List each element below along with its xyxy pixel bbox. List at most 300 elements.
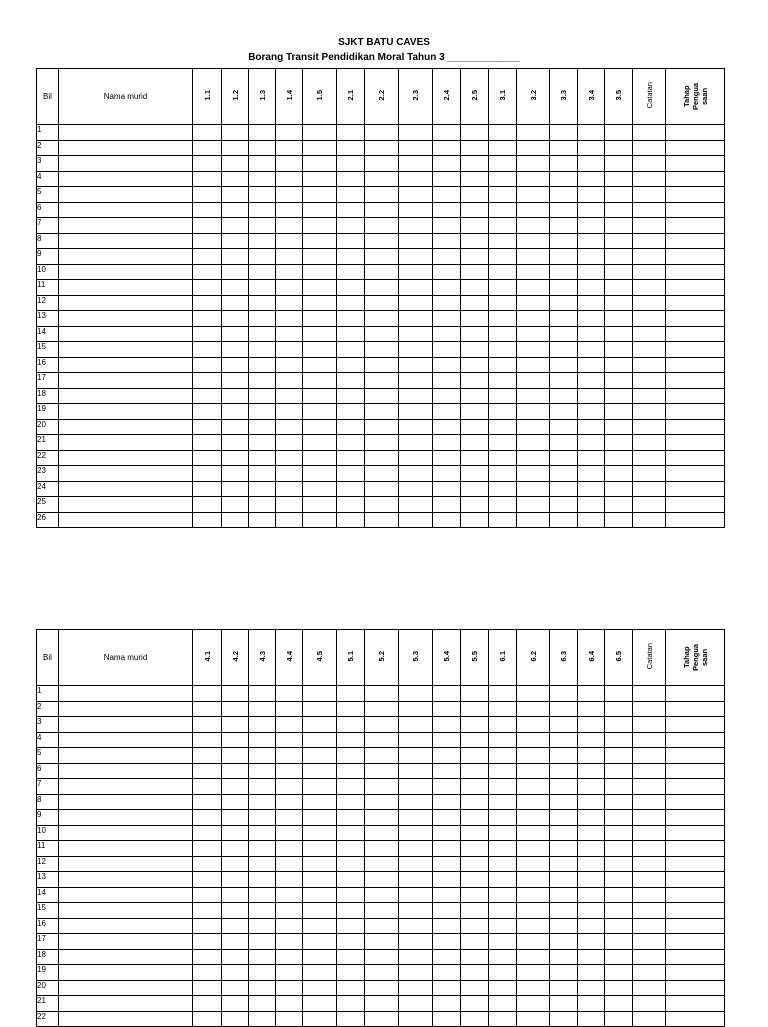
score-cell[interactable] [666, 342, 725, 358]
score-cell[interactable] [633, 779, 666, 795]
score-cell[interactable] [337, 156, 365, 172]
score-cell[interactable] [633, 794, 666, 810]
score-cell[interactable] [276, 264, 303, 280]
score-cell[interactable] [249, 419, 276, 435]
score-cell[interactable] [399, 311, 433, 327]
score-cell[interactable] [489, 357, 517, 373]
score-cell[interactable] [517, 779, 550, 795]
score-cell[interactable] [193, 748, 222, 764]
score-cell[interactable] [249, 264, 276, 280]
score-cell[interactable] [489, 779, 517, 795]
score-cell[interactable] [303, 404, 337, 420]
score-cell[interactable] [489, 748, 517, 764]
student-name-cell[interactable] [59, 810, 193, 826]
student-name-cell[interactable] [59, 233, 193, 249]
score-cell[interactable] [578, 404, 605, 420]
score-cell[interactable] [222, 810, 249, 826]
score-cell[interactable] [489, 326, 517, 342]
score-cell[interactable] [489, 887, 517, 903]
score-cell[interactable] [578, 779, 605, 795]
score-cell[interactable] [489, 965, 517, 981]
score-cell[interactable] [276, 856, 303, 872]
score-cell[interactable] [461, 779, 489, 795]
score-cell[interactable] [578, 949, 605, 965]
score-cell[interactable] [249, 326, 276, 342]
score-cell[interactable] [433, 419, 461, 435]
student-name-cell[interactable] [59, 218, 193, 234]
score-cell[interactable] [303, 903, 337, 919]
score-cell[interactable] [399, 295, 433, 311]
score-cell[interactable] [222, 202, 249, 218]
score-cell[interactable] [666, 404, 725, 420]
score-cell[interactable] [461, 872, 489, 888]
score-cell[interactable] [276, 140, 303, 156]
score-cell[interactable] [550, 435, 578, 451]
score-cell[interactable] [193, 732, 222, 748]
score-cell[interactable] [365, 825, 399, 841]
score-cell[interactable] [399, 872, 433, 888]
score-cell[interactable] [489, 125, 517, 141]
score-cell[interactable] [337, 949, 365, 965]
score-cell[interactable] [249, 450, 276, 466]
score-cell[interactable] [193, 872, 222, 888]
score-cell[interactable] [578, 841, 605, 857]
score-cell[interactable] [666, 373, 725, 389]
score-cell[interactable] [365, 326, 399, 342]
student-name-cell[interactable] [59, 732, 193, 748]
score-cell[interactable] [303, 466, 337, 482]
score-cell[interactable] [222, 732, 249, 748]
student-name-cell[interactable] [59, 996, 193, 1012]
score-cell[interactable] [605, 732, 633, 748]
score-cell[interactable] [517, 233, 550, 249]
score-cell[interactable] [605, 125, 633, 141]
score-cell[interactable] [303, 233, 337, 249]
score-cell[interactable] [399, 732, 433, 748]
score-cell[interactable] [666, 295, 725, 311]
score-cell[interactable] [249, 311, 276, 327]
score-cell[interactable] [249, 156, 276, 172]
score-cell[interactable] [633, 732, 666, 748]
score-cell[interactable] [489, 311, 517, 327]
score-cell[interactable] [605, 373, 633, 389]
score-cell[interactable] [666, 872, 725, 888]
score-cell[interactable] [222, 264, 249, 280]
student-name-cell[interactable] [59, 450, 193, 466]
score-cell[interactable] [249, 763, 276, 779]
score-cell[interactable] [517, 841, 550, 857]
score-cell[interactable] [365, 481, 399, 497]
student-name-cell[interactable] [59, 342, 193, 358]
score-cell[interactable] [276, 373, 303, 389]
score-cell[interactable] [605, 779, 633, 795]
score-cell[interactable] [193, 949, 222, 965]
score-cell[interactable] [337, 934, 365, 950]
score-cell[interactable] [365, 388, 399, 404]
score-cell[interactable] [550, 1011, 578, 1027]
score-cell[interactable] [276, 171, 303, 187]
score-cell[interactable] [365, 311, 399, 327]
score-cell[interactable] [489, 404, 517, 420]
score-cell[interactable] [633, 918, 666, 934]
score-cell[interactable] [605, 218, 633, 234]
score-cell[interactable] [303, 295, 337, 311]
score-cell[interactable] [461, 342, 489, 358]
score-cell[interactable] [276, 125, 303, 141]
student-name-cell[interactable] [59, 918, 193, 934]
score-cell[interactable] [276, 218, 303, 234]
score-cell[interactable] [433, 404, 461, 420]
score-cell[interactable] [666, 949, 725, 965]
score-cell[interactable] [633, 701, 666, 717]
score-cell[interactable] [550, 342, 578, 358]
score-cell[interactable] [276, 497, 303, 513]
score-cell[interactable] [365, 125, 399, 141]
score-cell[interactable] [433, 466, 461, 482]
score-cell[interactable] [303, 357, 337, 373]
score-cell[interactable] [249, 841, 276, 857]
score-cell[interactable] [461, 949, 489, 965]
score-cell[interactable] [550, 512, 578, 528]
score-cell[interactable] [489, 466, 517, 482]
score-cell[interactable] [666, 934, 725, 950]
student-name-cell[interactable] [59, 748, 193, 764]
score-cell[interactable] [461, 125, 489, 141]
score-cell[interactable] [578, 481, 605, 497]
score-cell[interactable] [222, 125, 249, 141]
score-cell[interactable] [222, 326, 249, 342]
score-cell[interactable] [461, 965, 489, 981]
score-cell[interactable] [461, 311, 489, 327]
student-name-cell[interactable] [59, 388, 193, 404]
score-cell[interactable] [517, 140, 550, 156]
score-cell[interactable] [550, 450, 578, 466]
score-cell[interactable] [193, 717, 222, 733]
score-cell[interactable] [578, 965, 605, 981]
score-cell[interactable] [633, 326, 666, 342]
score-cell[interactable] [489, 481, 517, 497]
score-cell[interactable] [517, 466, 550, 482]
score-cell[interactable] [578, 419, 605, 435]
score-cell[interactable] [303, 763, 337, 779]
score-cell[interactable] [193, 295, 222, 311]
score-cell[interactable] [489, 686, 517, 702]
score-cell[interactable] [399, 435, 433, 451]
score-cell[interactable] [433, 171, 461, 187]
score-cell[interactable] [193, 388, 222, 404]
score-cell[interactable] [303, 934, 337, 950]
score-cell[interactable] [461, 887, 489, 903]
score-cell[interactable] [489, 218, 517, 234]
score-cell[interactable] [249, 996, 276, 1012]
score-cell[interactable] [633, 481, 666, 497]
score-cell[interactable] [433, 872, 461, 888]
student-name-cell[interactable] [59, 373, 193, 389]
score-cell[interactable] [433, 435, 461, 451]
score-cell[interactable] [550, 218, 578, 234]
score-cell[interactable] [517, 903, 550, 919]
score-cell[interactable] [249, 856, 276, 872]
score-cell[interactable] [193, 779, 222, 795]
score-cell[interactable] [365, 171, 399, 187]
score-cell[interactable] [193, 140, 222, 156]
score-cell[interactable] [517, 249, 550, 265]
score-cell[interactable] [605, 311, 633, 327]
score-cell[interactable] [517, 748, 550, 764]
score-cell[interactable] [433, 841, 461, 857]
score-cell[interactable] [337, 497, 365, 513]
score-cell[interactable] [193, 311, 222, 327]
score-cell[interactable] [489, 980, 517, 996]
score-cell[interactable] [365, 450, 399, 466]
score-cell[interactable] [489, 187, 517, 203]
score-cell[interactable] [666, 701, 725, 717]
score-cell[interactable] [489, 450, 517, 466]
score-cell[interactable] [399, 481, 433, 497]
score-cell[interactable] [222, 887, 249, 903]
student-name-cell[interactable] [59, 125, 193, 141]
score-cell[interactable] [489, 763, 517, 779]
score-cell[interactable] [578, 280, 605, 296]
score-cell[interactable] [578, 357, 605, 373]
student-name-cell[interactable] [59, 140, 193, 156]
score-cell[interactable] [578, 249, 605, 265]
score-cell[interactable] [461, 264, 489, 280]
score-cell[interactable] [365, 373, 399, 389]
score-cell[interactable] [461, 249, 489, 265]
score-cell[interactable] [433, 732, 461, 748]
score-cell[interactable] [489, 903, 517, 919]
score-cell[interactable] [666, 794, 725, 810]
score-cell[interactable] [303, 156, 337, 172]
score-cell[interactable] [461, 404, 489, 420]
score-cell[interactable] [399, 171, 433, 187]
score-cell[interactable] [365, 295, 399, 311]
score-cell[interactable] [433, 794, 461, 810]
score-cell[interactable] [337, 763, 365, 779]
student-name-cell[interactable] [59, 763, 193, 779]
score-cell[interactable] [578, 497, 605, 513]
score-cell[interactable] [461, 388, 489, 404]
score-cell[interactable] [303, 280, 337, 296]
student-name-cell[interactable] [59, 295, 193, 311]
score-cell[interactable] [303, 748, 337, 764]
score-cell[interactable] [399, 794, 433, 810]
score-cell[interactable] [193, 481, 222, 497]
score-cell[interactable] [433, 295, 461, 311]
score-cell[interactable] [433, 903, 461, 919]
score-cell[interactable] [461, 280, 489, 296]
score-cell[interactable] [249, 187, 276, 203]
score-cell[interactable] [578, 825, 605, 841]
score-cell[interactable] [605, 794, 633, 810]
score-cell[interactable] [193, 280, 222, 296]
score-cell[interactable] [222, 934, 249, 950]
score-cell[interactable] [433, 1011, 461, 1027]
score-cell[interactable] [666, 388, 725, 404]
score-cell[interactable] [433, 512, 461, 528]
score-cell[interactable] [222, 373, 249, 389]
score-cell[interactable] [399, 280, 433, 296]
score-cell[interactable] [303, 732, 337, 748]
score-cell[interactable] [550, 497, 578, 513]
score-cell[interactable] [433, 763, 461, 779]
score-cell[interactable] [222, 481, 249, 497]
score-cell[interactable] [433, 342, 461, 358]
score-cell[interactable] [605, 949, 633, 965]
score-cell[interactable] [433, 779, 461, 795]
score-cell[interactable] [550, 872, 578, 888]
score-cell[interactable] [433, 280, 461, 296]
score-cell[interactable] [337, 701, 365, 717]
score-cell[interactable] [461, 435, 489, 451]
score-cell[interactable] [365, 732, 399, 748]
score-cell[interactable] [399, 156, 433, 172]
student-name-cell[interactable] [59, 779, 193, 795]
score-cell[interactable] [605, 918, 633, 934]
score-cell[interactable] [633, 264, 666, 280]
score-cell[interactable] [193, 965, 222, 981]
score-cell[interactable] [399, 887, 433, 903]
score-cell[interactable] [578, 701, 605, 717]
score-cell[interactable] [517, 264, 550, 280]
score-cell[interactable] [365, 748, 399, 764]
score-cell[interactable] [605, 497, 633, 513]
score-cell[interactable] [276, 732, 303, 748]
student-name-cell[interactable] [59, 872, 193, 888]
score-cell[interactable] [193, 218, 222, 234]
score-cell[interactable] [633, 202, 666, 218]
score-cell[interactable] [633, 810, 666, 826]
score-cell[interactable] [489, 701, 517, 717]
score-cell[interactable] [249, 497, 276, 513]
score-cell[interactable] [222, 404, 249, 420]
score-cell[interactable] [605, 388, 633, 404]
score-cell[interactable] [249, 701, 276, 717]
student-name-cell[interactable] [59, 794, 193, 810]
score-cell[interactable] [461, 466, 489, 482]
score-cell[interactable] [193, 264, 222, 280]
score-cell[interactable] [365, 810, 399, 826]
score-cell[interactable] [303, 140, 337, 156]
score-cell[interactable] [399, 404, 433, 420]
score-cell[interactable] [276, 872, 303, 888]
score-cell[interactable] [633, 512, 666, 528]
score-cell[interactable] [193, 512, 222, 528]
score-cell[interactable] [489, 140, 517, 156]
score-cell[interactable] [303, 779, 337, 795]
score-cell[interactable] [517, 887, 550, 903]
score-cell[interactable] [550, 965, 578, 981]
student-name-cell[interactable] [59, 171, 193, 187]
score-cell[interactable] [365, 965, 399, 981]
score-cell[interactable] [249, 280, 276, 296]
score-cell[interactable] [517, 280, 550, 296]
score-cell[interactable] [605, 435, 633, 451]
score-cell[interactable] [550, 295, 578, 311]
score-cell[interactable] [399, 934, 433, 950]
score-cell[interactable] [365, 996, 399, 1012]
student-name-cell[interactable] [59, 949, 193, 965]
score-cell[interactable] [337, 419, 365, 435]
score-cell[interactable] [399, 686, 433, 702]
score-cell[interactable] [276, 404, 303, 420]
score-cell[interactable] [633, 125, 666, 141]
score-cell[interactable] [550, 980, 578, 996]
score-cell[interactable] [337, 171, 365, 187]
score-cell[interactable] [517, 125, 550, 141]
score-cell[interactable] [193, 794, 222, 810]
score-cell[interactable] [633, 218, 666, 234]
score-cell[interactable] [193, 233, 222, 249]
score-cell[interactable] [365, 497, 399, 513]
score-cell[interactable] [222, 717, 249, 733]
score-cell[interactable] [276, 156, 303, 172]
score-cell[interactable] [633, 856, 666, 872]
score-cell[interactable] [461, 140, 489, 156]
score-cell[interactable] [222, 996, 249, 1012]
score-cell[interactable] [303, 965, 337, 981]
score-cell[interactable] [433, 810, 461, 826]
score-cell[interactable] [666, 717, 725, 733]
score-cell[interactable] [633, 996, 666, 1012]
score-cell[interactable] [605, 342, 633, 358]
score-cell[interactable] [303, 125, 337, 141]
score-cell[interactable] [461, 481, 489, 497]
score-cell[interactable] [337, 404, 365, 420]
score-cell[interactable] [222, 1011, 249, 1027]
score-cell[interactable] [337, 918, 365, 934]
score-cell[interactable] [550, 996, 578, 1012]
score-cell[interactable] [517, 156, 550, 172]
score-cell[interactable] [489, 419, 517, 435]
score-cell[interactable] [517, 435, 550, 451]
score-cell[interactable] [222, 512, 249, 528]
score-cell[interactable] [193, 810, 222, 826]
score-cell[interactable] [365, 934, 399, 950]
score-cell[interactable] [666, 779, 725, 795]
score-cell[interactable] [633, 311, 666, 327]
score-cell[interactable] [633, 887, 666, 903]
score-cell[interactable] [550, 249, 578, 265]
score-cell[interactable] [605, 187, 633, 203]
score-cell[interactable] [550, 748, 578, 764]
score-cell[interactable] [249, 202, 276, 218]
score-cell[interactable] [337, 140, 365, 156]
score-cell[interactable] [578, 373, 605, 389]
score-cell[interactable] [337, 1011, 365, 1027]
score-cell[interactable] [365, 980, 399, 996]
score-cell[interactable] [303, 311, 337, 327]
score-cell[interactable] [517, 732, 550, 748]
score-cell[interactable] [517, 357, 550, 373]
score-cell[interactable] [303, 717, 337, 733]
score-cell[interactable] [461, 187, 489, 203]
score-cell[interactable] [517, 295, 550, 311]
score-cell[interactable] [365, 949, 399, 965]
student-name-cell[interactable] [59, 825, 193, 841]
score-cell[interactable] [365, 717, 399, 733]
score-cell[interactable] [605, 481, 633, 497]
score-cell[interactable] [193, 171, 222, 187]
student-name-cell[interactable] [59, 841, 193, 857]
student-name-cell[interactable] [59, 965, 193, 981]
score-cell[interactable] [666, 140, 725, 156]
score-cell[interactable] [517, 980, 550, 996]
score-cell[interactable] [193, 342, 222, 358]
score-cell[interactable] [303, 249, 337, 265]
score-cell[interactable] [461, 810, 489, 826]
